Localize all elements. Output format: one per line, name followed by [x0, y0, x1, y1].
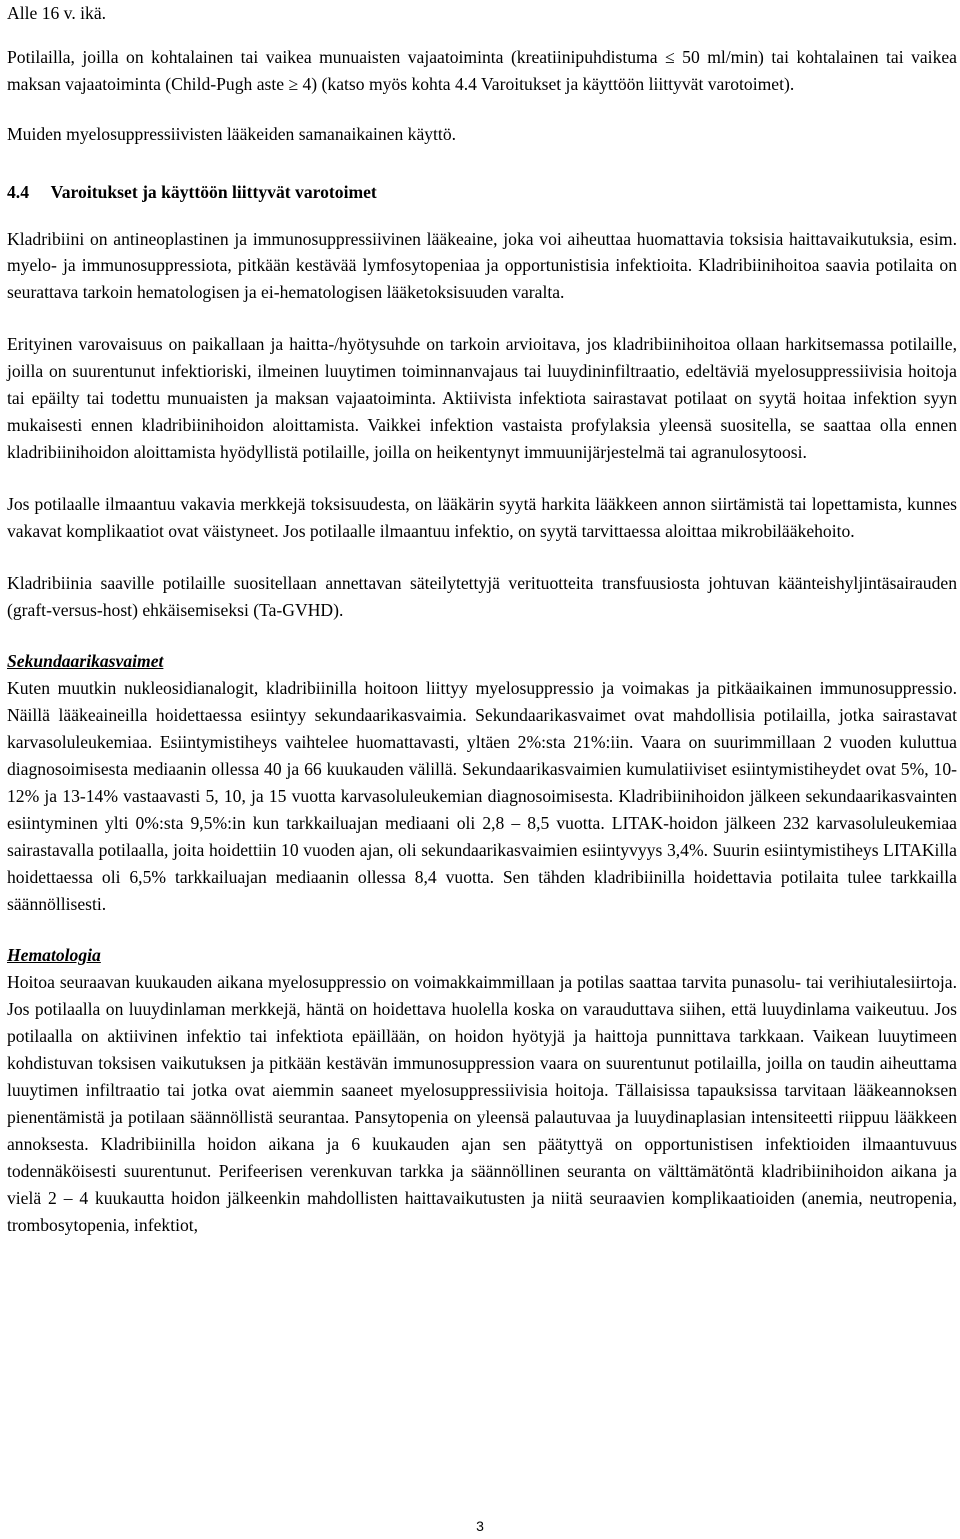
body-paragraph: Erityinen varovaisuus on paikallaan ja haitta-/hyötysuhde on tarkoin arvioitava, jos kladribiinihoitoa ollaan harkitsemassa potilaille, joilla on suurentunut infektioriski, ilmeinen luuytimen toiminnanvajaus tai luuydininfiltraatio, edeltäviä myelosuppressiivisia hoitoja tai epäilty tai todettu munuaisten ja maksan vajaatoiminta. Aktiivista infektiota sairastavat potilaat on syytä hoitaa infektion syyn mukaisesti ennen kladribiinihoidon aloittamista. Vaikkei infektion vastaista profylaksia yleensä suositella, se saattaa olla ennen kladribiinihoidon aloittamista hyödyllistä potilaille, joilla on heikentynyt immuunijärjestelmä tai agranulosytoosi.: [7, 334, 957, 462]
subheading-secondary-malignancies: Sekundaarikasvaimet: [7, 651, 164, 672]
body-paragraph: Jos potilaalle ilmaantuu vakavia merkkejä toksisuudesta, on lääkärin syytä harkita lääkkeen annon siirtämistä tai lopettamista, kunnes vakavat komplikaatiot ovat väistyneet. Jos potilaalle ilmaantuu infektio, on syytä tarvittaessa aloittaa mikrobilääkehoito.: [7, 493, 957, 541]
page-number: 3: [476, 1518, 484, 1534]
secondary-malignancies-text: Kuten muutkin nukleosidianalogit, kladribiinilla hoitoon liittyy myelosuppressio ja voimakas ja pitkäaikainen immunosuppressio. Näillä lääkeaineilla hoidettaessa esiintyy sekundaarikasvaimia. Sekundaarikasvaimet ovat mahdollisia potilailla, jotka sairastavat karvasoluleukemiaa. Esiintymistiheys vaihtelee huomattavasti, yltäen 2%:sta 21%:iin. Vaara on suurimmillaan 2 vuoden kuluttua diagnosoimisesta mediaanin ollessa 40 ja 66 kuukauden välillä. Sekundaarikasvaimien kumulatiiviset esiintymistiheydet ovat 5%, 10-12% ja 13-14% vastaavasti 5, 10, ja 15 vuotta karvasoluleukemian diagnosoimisesta. Kladribiinihoidon jälkeen sekundaarikasvainten esiintyminen ylti 0%:sta 9,5%:in kun tarkkailuajan mediaani oli 2,8 – 8,5 vuotta. LITAK-hoidon jälkeen 232 karvasoluleukemiaa sairastavalla potilaalla, joita hoidettiin 10 vuoden ajan, oli sekundaarikasvaimien esiintyvyys 3,4%. Suurin esiintymistiheys LITAKilla hoidettaessa oli 6,5% tarkkailuajan mediaanin ollessa 8,4 vuotta. Sen tähden kladribiinilla hoidettavia potilaita tulee tarkkailla säännöllisesti.: [7, 678, 957, 914]
body-paragraph: Kladribiini on antineoplastinen ja immunosuppressiivinen lääkeaine, joka voi aiheuttaa huomattavia toksisia haittavaikutuksia, esim. myelo- ja immunosuppressiota, pitkään kestävää lymfosytopeniaa ja opportunistisia infektioita. Kladribiinihoitoa saavia potilaita on seurattava tarkoin hematologisen ja ei-hematologisen lääketoksisuuden varalta.: [7, 228, 957, 303]
hematology-text: Hoitoa seuraavan kuukauden aikana myelosuppressio on voimakkaimmillaan ja potilas saattaa tarvita punasolu- tai verihiutalesiirtoja. Jos potilaalla on luuydinlaman merkkejä, häntä on hoidettava huolella koska on varauduttava siihen, että luuydinlama vaikeutuu. Jos potilaalla on aktiivinen infektio tai infektiota epäillään, on hoidon hyötyjä ja haittoja punnittava tarkkaan. Vaikean luuytimeen kohdistuvan toksisen vaikutuksen ja pitkään kestävän immunosuppression vaara on suurentunut potilailla, joilla on taudin aiheuttama luuytimen infiltraatio tai jotka ovat aiemmin saaneet myelosuppressiivisia hoitoja. Tällaisissa tapauksissa tarvitaan lääkeannoksen pienentämistä ja potilaan säännöllistä seurantaa. Pansytopenia on yleensä palautuvaa ja luuydinaplasian intensiteetti riippuu lääkkeen annoksesta. Kladribiinilla hoidon aikana ja 6 kuukauden ajan sen päätyttyä on opportunistisen infektioiden ilmaantuvuus todennäköisesti suurentunut. Perifeerisen verenkuvan tarkka ja säännöllinen seuranta on välttämätöntä kladribiinihoidon aikana ja vielä 2 – 4 kuukautta hoidon jälkeenkin mahdollisten haittavaikutusten ja niitä seuraavien komplikaatioiden (anemia, neutropenia, trombosytopenia, infektiot,: [7, 972, 957, 1235]
body-paragraph: Kladribiinia saaville potilaille suositellaan annettavan säteilytettyjä verituotteita transfuusiosta johtuvan käänteishyljintäsairauden (graft-versus-host) ehkäisemiseksi (Ta-GVHD).: [7, 572, 957, 620]
subheading-hematology: Hematologia: [7, 945, 101, 966]
contraindication-myelo-paragraph: Muiden myelosuppressiivisten lääkeiden samanaikainen käyttö.: [7, 123, 457, 144]
contraindication-renal-paragraph: Potilailla, joilla on kohtalainen tai vaikea munuaisten vajaatoiminta (kreatiinipuhdistuma ≤ 50 ml/min) tai kohtalainen tai vaikea maksan vajaatoiminta (Child-Pugh aste ≥ 4) (katso myös kohta 4.4 Varoitukset ja käyttöön liittyvät varotoimet).: [7, 46, 957, 94]
intro-line: Alle 16 v. ikä.: [7, 3, 107, 23]
document-page: [7, 0, 957, 1238]
section-heading: 4.4 Varoitukset ja käyttöön liittyvät varotoimet: [7, 181, 377, 202]
